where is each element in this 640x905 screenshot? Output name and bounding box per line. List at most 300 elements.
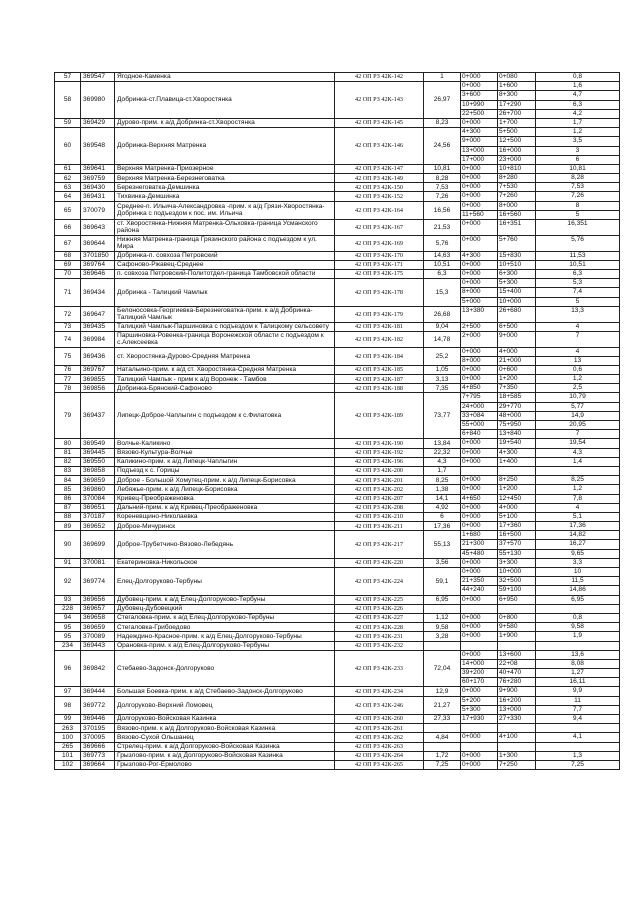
segment-end-cell	[498, 494, 536, 503]
segment-start-cell	[461, 485, 498, 494]
segment-length: 5,1	[572, 512, 583, 520]
segment-start: 0+000	[462, 201, 481, 209]
table-row	[55, 164, 620, 173]
road-reg-number: 42 ОП РЗ 42К-264	[335, 751, 424, 760]
segment-length: 7	[536, 429, 619, 438]
segment-end-cell	[498, 742, 536, 751]
road-reg-number: 42 ОП РЗ 42К-181	[335, 322, 424, 331]
row-number: 98	[55, 696, 81, 714]
table-row	[55, 503, 620, 512]
road-name: Стегаловка-Грибоедово	[115, 623, 335, 632]
segment-start	[461, 724, 497, 732]
segment-start: 14+000	[461, 659, 497, 668]
segment-length: 6	[536, 155, 619, 164]
segment-end: 16+000	[498, 146, 535, 155]
segment-start: 0+000	[462, 183, 481, 191]
row-number: 263	[55, 724, 81, 733]
segment-length-cell	[536, 235, 620, 251]
road-length: 16,56	[424, 201, 461, 219]
segment-length: 7,8	[572, 494, 583, 502]
segment-start-cell	[461, 448, 498, 457]
segment-end-cell	[498, 164, 536, 173]
road-id: 369445	[81, 448, 115, 457]
table-row	[55, 235, 620, 251]
segment-length: 13,6	[571, 650, 584, 658]
segment-start: 0+000	[462, 558, 481, 566]
segment-length-cell	[536, 128, 620, 165]
road-name: ст. Хворостянка-Дурово-Средняя Матренка	[115, 347, 335, 365]
row-number: 89	[55, 522, 81, 531]
segment-length-cell	[536, 632, 620, 641]
segment-start: 0+000	[462, 439, 481, 447]
table-row	[55, 632, 620, 641]
segment-start: 0+000	[462, 503, 481, 511]
segment-start: 2+000	[462, 331, 481, 339]
row-number: 63	[55, 183, 81, 192]
segment-end: 55+130	[498, 549, 535, 558]
segment-start: 4+300	[462, 251, 481, 259]
table-row	[55, 485, 620, 494]
segment-length	[536, 605, 619, 613]
row-number: 61	[55, 164, 81, 173]
segment-length: 10	[573, 568, 582, 575]
segment-end: 10+510	[499, 260, 522, 268]
segment-length: 3,3	[572, 558, 583, 566]
road-length: 1,38	[424, 485, 461, 494]
segment-start: 45+480	[461, 549, 497, 558]
table-row	[55, 742, 620, 751]
road-name: Талицкий Чамлык-Паршиновка с подъездом к Талицкому сельсовету	[115, 322, 335, 331]
segment-start: 0+000	[462, 220, 481, 227]
segment-length-cell	[536, 466, 620, 475]
road-name: Добринка-п. совхоза Петровский	[115, 251, 335, 260]
segment-end: 9+000	[499, 331, 518, 339]
road-reg-number: 42 ОП РЗ 42К-150	[335, 183, 424, 192]
segment-end: 6+500	[499, 322, 518, 330]
road-name: Грызлово-Рог-Ермолово	[115, 760, 335, 769]
road-reg-number: 42 ОП РЗ 42К-182	[335, 331, 424, 347]
segment-length: 1,7	[572, 118, 583, 126]
table-row	[55, 687, 620, 696]
road-name: Натальино-прим. к а/д ст. Хворостянка-Средняя Матренка	[115, 365, 335, 374]
segment-start: 33+084	[461, 411, 497, 420]
segment-end-cell	[498, 128, 536, 165]
segment-end: 7+350	[499, 384, 518, 392]
table-row	[55, 512, 620, 521]
segment-start-cell	[461, 604, 498, 613]
segment-length: 4,7	[536, 90, 619, 99]
segment-start: 0+000	[462, 751, 481, 759]
row-number: 99	[55, 715, 81, 724]
segment-start: 17+930	[462, 715, 485, 722]
segment-start: 0+000	[462, 174, 481, 182]
table-row	[55, 613, 620, 622]
segment-length: 7,25	[571, 760, 584, 768]
segment-end: 23+000	[498, 155, 535, 164]
segment-length-cell	[536, 192, 620, 201]
segment-length: 5,3	[572, 279, 583, 287]
segment-start: 13+380	[462, 306, 485, 314]
road-length: 5,76	[424, 235, 461, 251]
segment-end: 5+300	[499, 279, 518, 287]
road-name: Орановка-прим. к а/д Елец-Долгоруково-Тербуны	[115, 641, 335, 650]
segment-start-cell	[461, 751, 498, 760]
segment-start-cell	[461, 269, 498, 278]
segment-end: 6+300	[499, 269, 518, 277]
segment-end-cell	[498, 733, 536, 742]
segment-length-cell	[536, 623, 620, 632]
segment-length: 8	[575, 201, 580, 209]
segment-length: 8,28	[571, 174, 584, 182]
segment-end-cell	[498, 235, 536, 251]
road-reg-number: 42 ОП РЗ 42К-142	[335, 73, 424, 82]
segment-end: 17+360	[499, 522, 522, 530]
road-reg-number: 42 ОП РЗ 42К-246	[335, 696, 424, 714]
road-name: Добринка-ст.Плавица-ст.Хворостянка	[115, 82, 335, 119]
road-id: 370089	[81, 632, 115, 641]
segment-end: 18+585	[499, 393, 522, 401]
segment-length: 1,2	[572, 128, 583, 136]
road-length: 7,53	[424, 183, 461, 192]
segment-end-cell	[498, 522, 536, 531]
road-id: 369666	[81, 742, 115, 751]
table-row	[55, 558, 620, 567]
row-number: 77	[55, 375, 81, 384]
road-length: 55,13	[424, 531, 461, 559]
segment-start	[461, 743, 497, 751]
segment-start-cell	[461, 503, 498, 512]
table-row	[55, 696, 620, 714]
road-id: 369430	[81, 183, 115, 192]
segment-end: 29+770	[498, 402, 535, 411]
road-length: 1	[424, 73, 461, 82]
road-length: 26,97	[424, 82, 461, 119]
segment-end: 48+000	[498, 411, 535, 420]
road-id: 369443	[81, 641, 115, 650]
road-id: 369643	[81, 220, 115, 236]
row-number: 79	[55, 393, 81, 439]
road-reg-number: 42 ОП РЗ 42К-152	[335, 192, 424, 201]
segment-start: 11+560	[461, 210, 497, 219]
segment-start: 13+000	[461, 146, 497, 155]
road-length: 21,53	[424, 220, 461, 236]
segment-length: 8,08	[536, 659, 619, 668]
segment-start-cell	[461, 512, 498, 521]
segment-end: 8+000	[499, 201, 518, 209]
row-number: 69	[55, 260, 81, 269]
segment-end-cell	[498, 251, 536, 260]
table-row	[55, 192, 620, 201]
segment-length-cell	[536, 715, 620, 724]
segment-length-cell	[536, 696, 620, 714]
segment-start: 0+000	[462, 623, 481, 631]
segment-start-cell	[461, 279, 498, 307]
segment-length-cell	[536, 118, 620, 127]
row-number: 95	[55, 632, 81, 641]
road-name: Долгоруково-Войсковая Казинка	[115, 715, 335, 724]
segment-length: 1,4	[572, 457, 583, 465]
segment-end: 8+250	[499, 476, 518, 484]
road-reg-number: 42 ОП РЗ 42К-149	[335, 174, 424, 183]
row-number: 59	[55, 118, 81, 127]
segment-length: 7,7	[536, 705, 619, 714]
segment-length-cell	[536, 439, 620, 448]
segment-start-cell	[461, 393, 498, 439]
segment-start-cell	[461, 641, 498, 650]
row-number: 95	[55, 623, 81, 632]
segment-end-cell	[498, 365, 536, 374]
segment-length-cell	[536, 365, 620, 374]
road-id: 369437	[81, 393, 115, 439]
road-reg-number: 42 ОП РЗ 42К-146	[335, 128, 424, 165]
row-number: 68	[55, 251, 81, 260]
road-reg-number: 42 ОП РЗ 42К-207	[335, 494, 424, 503]
segment-start-cell	[461, 623, 498, 632]
road-length: 17,36	[424, 522, 461, 531]
road-name: Кореневщино-Николаевка	[115, 512, 335, 521]
segment-end: 16+500	[499, 531, 522, 539]
segment-end-cell	[498, 760, 536, 769]
segment-end-cell	[498, 457, 536, 466]
road-id: 370081	[81, 558, 115, 567]
road-length: 59,1	[424, 568, 461, 596]
segment-length-cell	[536, 251, 620, 260]
segment-length: 14,82	[569, 531, 586, 539]
segment-start: 21+300	[461, 539, 497, 548]
road-name: Сафоново-Ржавец-Среднее	[115, 260, 335, 269]
segment-length-cell	[536, 183, 620, 192]
road-id: 369550	[81, 457, 115, 466]
segment-start: 17+000	[461, 155, 497, 164]
segment-length-cell	[536, 613, 620, 622]
segment-length-cell	[536, 604, 620, 613]
road-id: 369646	[81, 269, 115, 278]
road-id: 370084	[81, 494, 115, 503]
segment-end-cell	[498, 220, 536, 236]
segment-end: 12+500	[498, 136, 535, 145]
road-reg-number: 42 ОП РЗ 42К-232	[335, 641, 424, 650]
row-number: 72	[55, 306, 81, 322]
segment-length-cell	[536, 164, 620, 173]
segment-end: 19+540	[499, 439, 522, 447]
segment-end: 1+200	[499, 485, 518, 493]
road-reg-number: 42 ОП РЗ 42К-217	[335, 531, 424, 559]
row-number: 84	[55, 476, 81, 485]
segment-end: 1+400	[499, 457, 518, 465]
road-reg-number: 42 ОП РЗ 42К-227	[335, 613, 424, 622]
segment-start-cell	[461, 174, 498, 183]
row-number: 90	[55, 531, 81, 559]
road-length: 3,56	[424, 558, 461, 567]
segment-end-cell	[498, 201, 536, 219]
table-row	[55, 322, 620, 331]
segment-start: 22+500	[461, 109, 497, 118]
segment-start: 60+170	[461, 677, 497, 686]
row-number: 85	[55, 485, 81, 494]
road-name: Паршиновка-Ровенка-граница Воронежской области с подъездом к с.Алексеевка	[115, 331, 335, 347]
segment-length	[536, 642, 619, 650]
segment-start-cell	[461, 476, 498, 485]
segment-start: 0+000	[462, 448, 481, 456]
road-length	[424, 742, 461, 751]
segment-start-cell	[461, 494, 498, 503]
road-name: Добринка-Верхняя Матренка	[115, 128, 335, 165]
segment-start: 55+000	[461, 420, 497, 429]
road-length: 6,95	[424, 595, 461, 604]
segment-length-cell	[536, 220, 620, 236]
road-id: 369435	[81, 322, 115, 331]
segment-length: 9,65	[536, 549, 619, 558]
segment-length: 9,9	[572, 687, 583, 695]
road-length: 4,84	[424, 733, 461, 742]
road-name: Дубовец-Дубовецкий	[115, 604, 335, 613]
row-number: 71	[55, 279, 81, 307]
segment-length-cell	[536, 724, 620, 733]
road-id: 369434	[81, 279, 115, 307]
road-id: 369641	[81, 164, 115, 173]
road-reg-number: 42 ОП РЗ 42К-201	[335, 476, 424, 485]
row-number: 87	[55, 503, 81, 512]
segment-end: 16+560	[498, 210, 535, 219]
segment-start: 0+000	[462, 260, 481, 268]
segment-start-cell	[461, 733, 498, 742]
segment-end-cell	[498, 192, 536, 201]
segment-length: 7,53	[571, 183, 584, 191]
road-reg-number: 42 ОП РЗ 42К-226	[335, 604, 424, 613]
segment-end: 8+300	[498, 90, 535, 99]
road-length: 6,3	[424, 269, 461, 278]
road-length: 9,04	[424, 322, 461, 331]
road-id: 369984	[81, 331, 115, 347]
segment-end-cell	[498, 632, 536, 641]
segment-start: 5+200	[462, 696, 481, 704]
segment-end: 13+600	[499, 650, 522, 658]
segment-start: 0+000	[462, 687, 481, 695]
row-number: 93	[55, 595, 81, 604]
segment-length-cell	[536, 457, 620, 466]
segment-end-cell	[498, 384, 536, 393]
row-number: 64	[55, 192, 81, 201]
segment-length: 14,86	[536, 585, 619, 594]
road-length: 72,04	[424, 650, 461, 687]
segment-end: 0+800	[499, 613, 518, 621]
road-length: 7,25	[424, 760, 461, 769]
segment-end: 4+000	[499, 347, 518, 355]
road-length: 10,81	[424, 164, 461, 173]
segment-end-cell	[498, 260, 536, 269]
segment-start-cell	[461, 235, 498, 251]
road-length: 15,3	[424, 279, 461, 307]
segment-length-cell	[536, 531, 620, 559]
segment-start-cell	[461, 192, 498, 201]
segment-length-cell	[536, 269, 620, 278]
segment-end-cell	[498, 613, 536, 622]
row-number: 62	[55, 174, 81, 183]
segment-start: 0+000	[462, 733, 481, 741]
segment-start-cell	[461, 742, 498, 751]
table-row	[55, 531, 620, 559]
road-reg-number: 42 ОП РЗ 42К-143	[335, 82, 424, 119]
segment-end-cell	[498, 751, 536, 760]
table-row	[55, 604, 620, 613]
segment-length: 10,79	[569, 393, 586, 401]
road-id: 369855	[81, 375, 115, 384]
segment-end-cell	[498, 118, 536, 127]
road-length: 25,2	[424, 347, 461, 365]
segment-end: 13+840	[498, 429, 535, 438]
road-id: 369651	[81, 503, 115, 512]
row-number: 70	[55, 269, 81, 278]
segment-length-cell	[536, 733, 620, 742]
segment-length: 3,5	[536, 136, 619, 145]
segment-end: 10+000	[499, 568, 522, 575]
segment-end-cell	[498, 466, 536, 475]
road-length: 14,78	[424, 331, 461, 347]
segment-end: 5+100	[499, 512, 518, 520]
segment-start: 0+000	[462, 192, 481, 200]
segment-length: 9,58	[571, 623, 584, 631]
road-name: Подъезд к с. Горицы	[115, 466, 335, 475]
road-name: Грызлово-прим. к а/д Долгоруково-Войсковая Казинка	[115, 751, 335, 760]
segment-start: 0+000	[462, 73, 481, 80]
segment-start-cell	[461, 251, 498, 260]
table-row	[55, 650, 620, 687]
table-row	[55, 760, 620, 769]
road-name: Ягодное-Каменка	[115, 73, 335, 82]
segment-length: 6,3	[536, 100, 619, 109]
table-row	[55, 251, 620, 260]
segment-end-cell	[498, 448, 536, 457]
segment-length	[536, 724, 619, 732]
road-name: Доброе - Большой Хомутец-прим. к а/д Липецк-Борисовка	[115, 476, 335, 485]
segment-length: 20,95	[536, 420, 619, 429]
segment-end: 1+600	[499, 82, 518, 90]
segment-start: 4+650	[462, 494, 481, 502]
segment-start: 5+000	[461, 297, 497, 306]
segment-length-cell	[536, 641, 620, 650]
segment-start: 3+600	[461, 90, 497, 99]
road-length: 1,05	[424, 365, 461, 374]
segment-end: 4+000	[499, 503, 518, 511]
road-name: Нижняя Матренка-граница Грязинского района с подъездом к ул. Мира	[115, 235, 335, 251]
segment-end: 76+280	[498, 677, 535, 686]
segment-length: 1,2	[572, 485, 583, 493]
road-length: 73,77	[424, 393, 461, 439]
segment-start-cell	[461, 306, 498, 322]
segment-length-cell	[536, 201, 620, 219]
road-reg-number: 42 ОП РЗ 42К-167	[335, 220, 424, 236]
table-row	[55, 476, 620, 485]
segment-length: 5	[536, 297, 619, 306]
segment-start: 9+000	[461, 136, 497, 145]
segment-start-cell	[461, 760, 498, 769]
road-reg-number: 42 ОП РЗ 42К-228	[335, 623, 424, 632]
road-name: Вязово-прим. к а/д Долгоруково-Войсковая Казинка	[115, 724, 335, 733]
segment-start-cell	[461, 522, 498, 531]
segment-end: 5+760	[499, 235, 518, 243]
road-length	[424, 604, 461, 613]
road-reg-number: 42 ОП РЗ 42К-179	[335, 306, 424, 322]
segment-end: 9+900	[499, 687, 518, 695]
segment-start-cell	[461, 568, 498, 596]
segment-length-cell	[536, 512, 620, 521]
segment-start-cell	[461, 613, 498, 622]
segment-end-cell	[498, 512, 536, 521]
segment-start-cell	[461, 322, 498, 331]
road-name: Надеждино-Красное-прим. к а/д Елец-Долгоруково-Тербуны	[115, 632, 335, 641]
road-id: 369444	[81, 687, 115, 696]
table-row	[55, 623, 620, 632]
